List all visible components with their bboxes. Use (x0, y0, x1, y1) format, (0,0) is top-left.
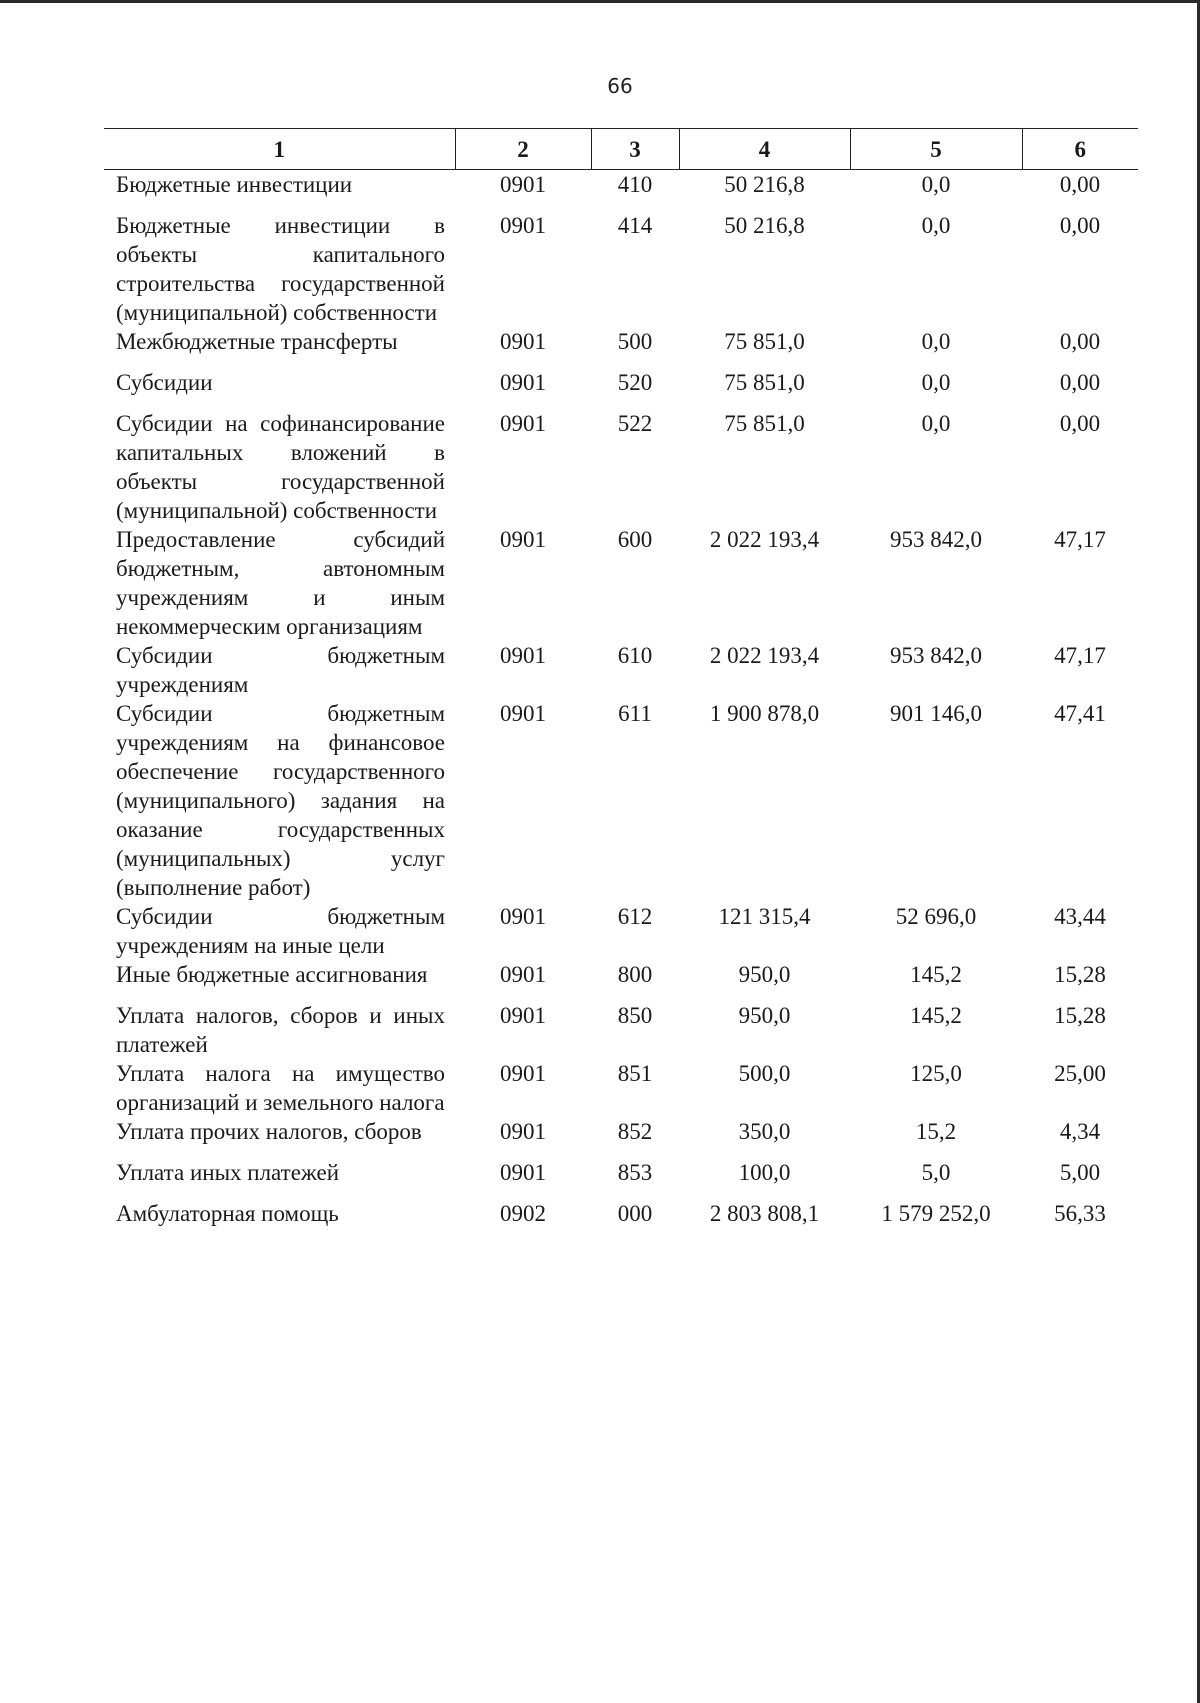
table-row (104, 368, 1138, 409)
cell-plan: 950,0 (738, 1003, 791, 1028)
cell-percent: 15,28 (1054, 962, 1106, 987)
cell-name: Амбулаторная помощь (116, 1201, 339, 1226)
table-row (104, 211, 1138, 327)
cell-percent: 0,00 (1059, 411, 1101, 436)
budget-table (104, 128, 1138, 1240)
cell-actual: 953 842,0 (890, 527, 982, 552)
table-row (104, 1001, 1138, 1059)
cell-section-code: 0901 (500, 643, 546, 668)
cell-section-code: 0902 (500, 1201, 546, 1226)
cell-percent: 5,00 (1059, 1160, 1101, 1185)
cell-expense-type: 520 (617, 370, 653, 395)
cell-name: Субсидии на софинансирование капитальных вложений в объекты государственной (муниципальной) собственности (116, 411, 445, 523)
table-body (104, 170, 1138, 1241)
cell-section-code: 0901 (500, 701, 546, 726)
cell-section-code: 0901 (500, 1160, 546, 1185)
cell-plan: 121 315,4 (718, 904, 811, 929)
cell-expense-type: 612 (617, 904, 653, 929)
table-row (104, 170, 1138, 212)
cell-percent: 47,41 (1054, 701, 1106, 726)
cell-percent: 0,00 (1059, 329, 1101, 354)
cell-expense-type: 600 (617, 527, 653, 552)
cell-plan: 500,0 (738, 1061, 791, 1086)
cell-expense-type: 000 (617, 1201, 653, 1226)
cell-expense-type: 852 (617, 1119, 653, 1144)
cell-actual: 0,0 (921, 213, 951, 238)
table-row (104, 902, 1138, 960)
cell-actual: 15,2 (915, 1119, 957, 1144)
cell-actual: 125,0 (910, 1061, 962, 1086)
table-row (104, 1059, 1138, 1117)
cell-section-code: 0901 (500, 1119, 546, 1144)
cell-section-code: 0901 (500, 213, 546, 238)
cell-percent: 4,34 (1059, 1119, 1101, 1144)
cell-plan: 75 851,0 (724, 411, 805, 436)
cell-plan: 2 022 193,4 (709, 643, 820, 668)
cell-plan: 1 900 878,0 (709, 701, 820, 726)
cell-name: Уплата прочих налогов, сборов (116, 1119, 422, 1144)
cell-expense-type: 850 (617, 1003, 653, 1028)
table-row (104, 1158, 1138, 1199)
table-row (104, 1117, 1138, 1158)
cell-section-code: 0901 (500, 411, 546, 436)
cell-expense-type: 500 (617, 329, 653, 354)
cell-section-code: 0901 (500, 329, 546, 354)
cell-actual: 953 842,0 (890, 643, 982, 668)
cell-actual: 0,0 (921, 411, 951, 436)
cell-name: Межбюджетные трансферты (116, 329, 398, 354)
table-row (104, 327, 1138, 368)
table-row (104, 409, 1138, 525)
cell-actual: 52 696,0 (895, 904, 977, 929)
header-col-2: 2 (455, 129, 591, 170)
cell-plan: 75 851,0 (724, 329, 805, 354)
cell-expense-type: 414 (617, 213, 653, 238)
cell-expense-type: 410 (617, 172, 653, 197)
cell-name: Субсидии (116, 370, 213, 395)
cell-section-code: 0901 (500, 904, 546, 929)
cell-actual: 1 579 252,0 (881, 1201, 991, 1226)
header-col-1: 1 (104, 129, 455, 170)
header-col-3: 3 (591, 129, 679, 170)
cell-plan: 350,0 (738, 1119, 791, 1144)
cell-expense-type: 853 (617, 1160, 653, 1185)
cell-name: Субсидии бюджетным учреждениям (116, 643, 445, 697)
cell-section-code: 0901 (500, 1003, 546, 1028)
cell-name: Предоставление субсидий бюджетным, автономным учреждениям и иным некоммерческим организациям (116, 527, 445, 639)
table-row (104, 1199, 1138, 1240)
page-number: 66 (607, 74, 633, 98)
cell-section-code: 0901 (500, 370, 546, 395)
cell-actual: 901 146,0 (890, 701, 982, 726)
cell-section-code: 0901 (500, 527, 546, 552)
table-row (104, 641, 1138, 699)
header-row (104, 129, 1138, 170)
cell-name: Иные бюджетные ассигнования (116, 962, 428, 987)
cell-section-code: 0901 (500, 1061, 546, 1086)
cell-name: Уплата иных платежей (116, 1160, 340, 1185)
cell-percent: 0,00 (1059, 172, 1101, 197)
table-header (104, 129, 1138, 170)
cell-plan: 2 803 808,1 (709, 1201, 820, 1226)
cell-percent: 47,17 (1054, 643, 1106, 668)
table-row (104, 960, 1138, 1001)
cell-percent: 56,33 (1054, 1201, 1106, 1226)
header-col-6: 6 (1022, 129, 1138, 170)
cell-actual: 0,0 (921, 370, 951, 395)
cell-percent: 15,28 (1054, 1003, 1106, 1028)
cell-actual: 145,2 (910, 962, 962, 987)
cell-expense-type: 610 (617, 643, 653, 668)
cell-name: Уплата налогов, сборов и иных платежей (116, 1003, 445, 1057)
cell-plan: 75 851,0 (724, 370, 805, 395)
cell-percent: 25,00 (1054, 1061, 1106, 1086)
cell-name: Субсидии бюджетным учреждениям на финансовое обеспечение государственного (муниципального) задания на оказание государственных (муниципальных) услуг (выполнение работ) (116, 701, 445, 900)
scan-edge-top (0, 0, 1200, 3)
cell-percent: 47,17 (1054, 527, 1106, 552)
cell-plan: 2 022 193,4 (709, 527, 820, 552)
cell-plan: 50 216,8 (724, 172, 805, 197)
cell-percent: 43,44 (1054, 904, 1106, 929)
cell-actual: 0,0 (921, 172, 951, 197)
cell-name: Уплата налога на имущество организаций и земельного налога (116, 1061, 445, 1115)
cell-name: Субсидии бюджетным учреждениям на иные цели (116, 904, 445, 958)
cell-plan: 100,0 (738, 1160, 791, 1185)
cell-expense-type: 522 (617, 411, 653, 436)
cell-section-code: 0901 (500, 172, 546, 197)
cell-percent: 0,00 (1059, 213, 1101, 238)
cell-name: Бюджетные инвестиции (116, 172, 353, 197)
cell-section-code: 0901 (500, 962, 546, 987)
cell-actual: 145,2 (910, 1003, 962, 1028)
cell-plan: 950,0 (738, 962, 791, 987)
cell-actual: 5,0 (921, 1160, 951, 1185)
cell-actual: 0,0 (921, 329, 951, 354)
cell-expense-type: 851 (617, 1061, 653, 1086)
cell-expense-type: 611 (618, 701, 652, 726)
cell-percent: 0,00 (1059, 370, 1101, 395)
cell-plan: 50 216,8 (724, 213, 805, 238)
cell-name: Бюджетные инвестиции в объекты капитального строительства государственной (муниципальной) собственности (116, 213, 445, 325)
table-row (104, 699, 1138, 902)
table-row (104, 525, 1138, 641)
cell-expense-type: 800 (617, 962, 653, 987)
header-col-4: 4 (679, 129, 850, 170)
header-col-5: 5 (850, 129, 1022, 170)
